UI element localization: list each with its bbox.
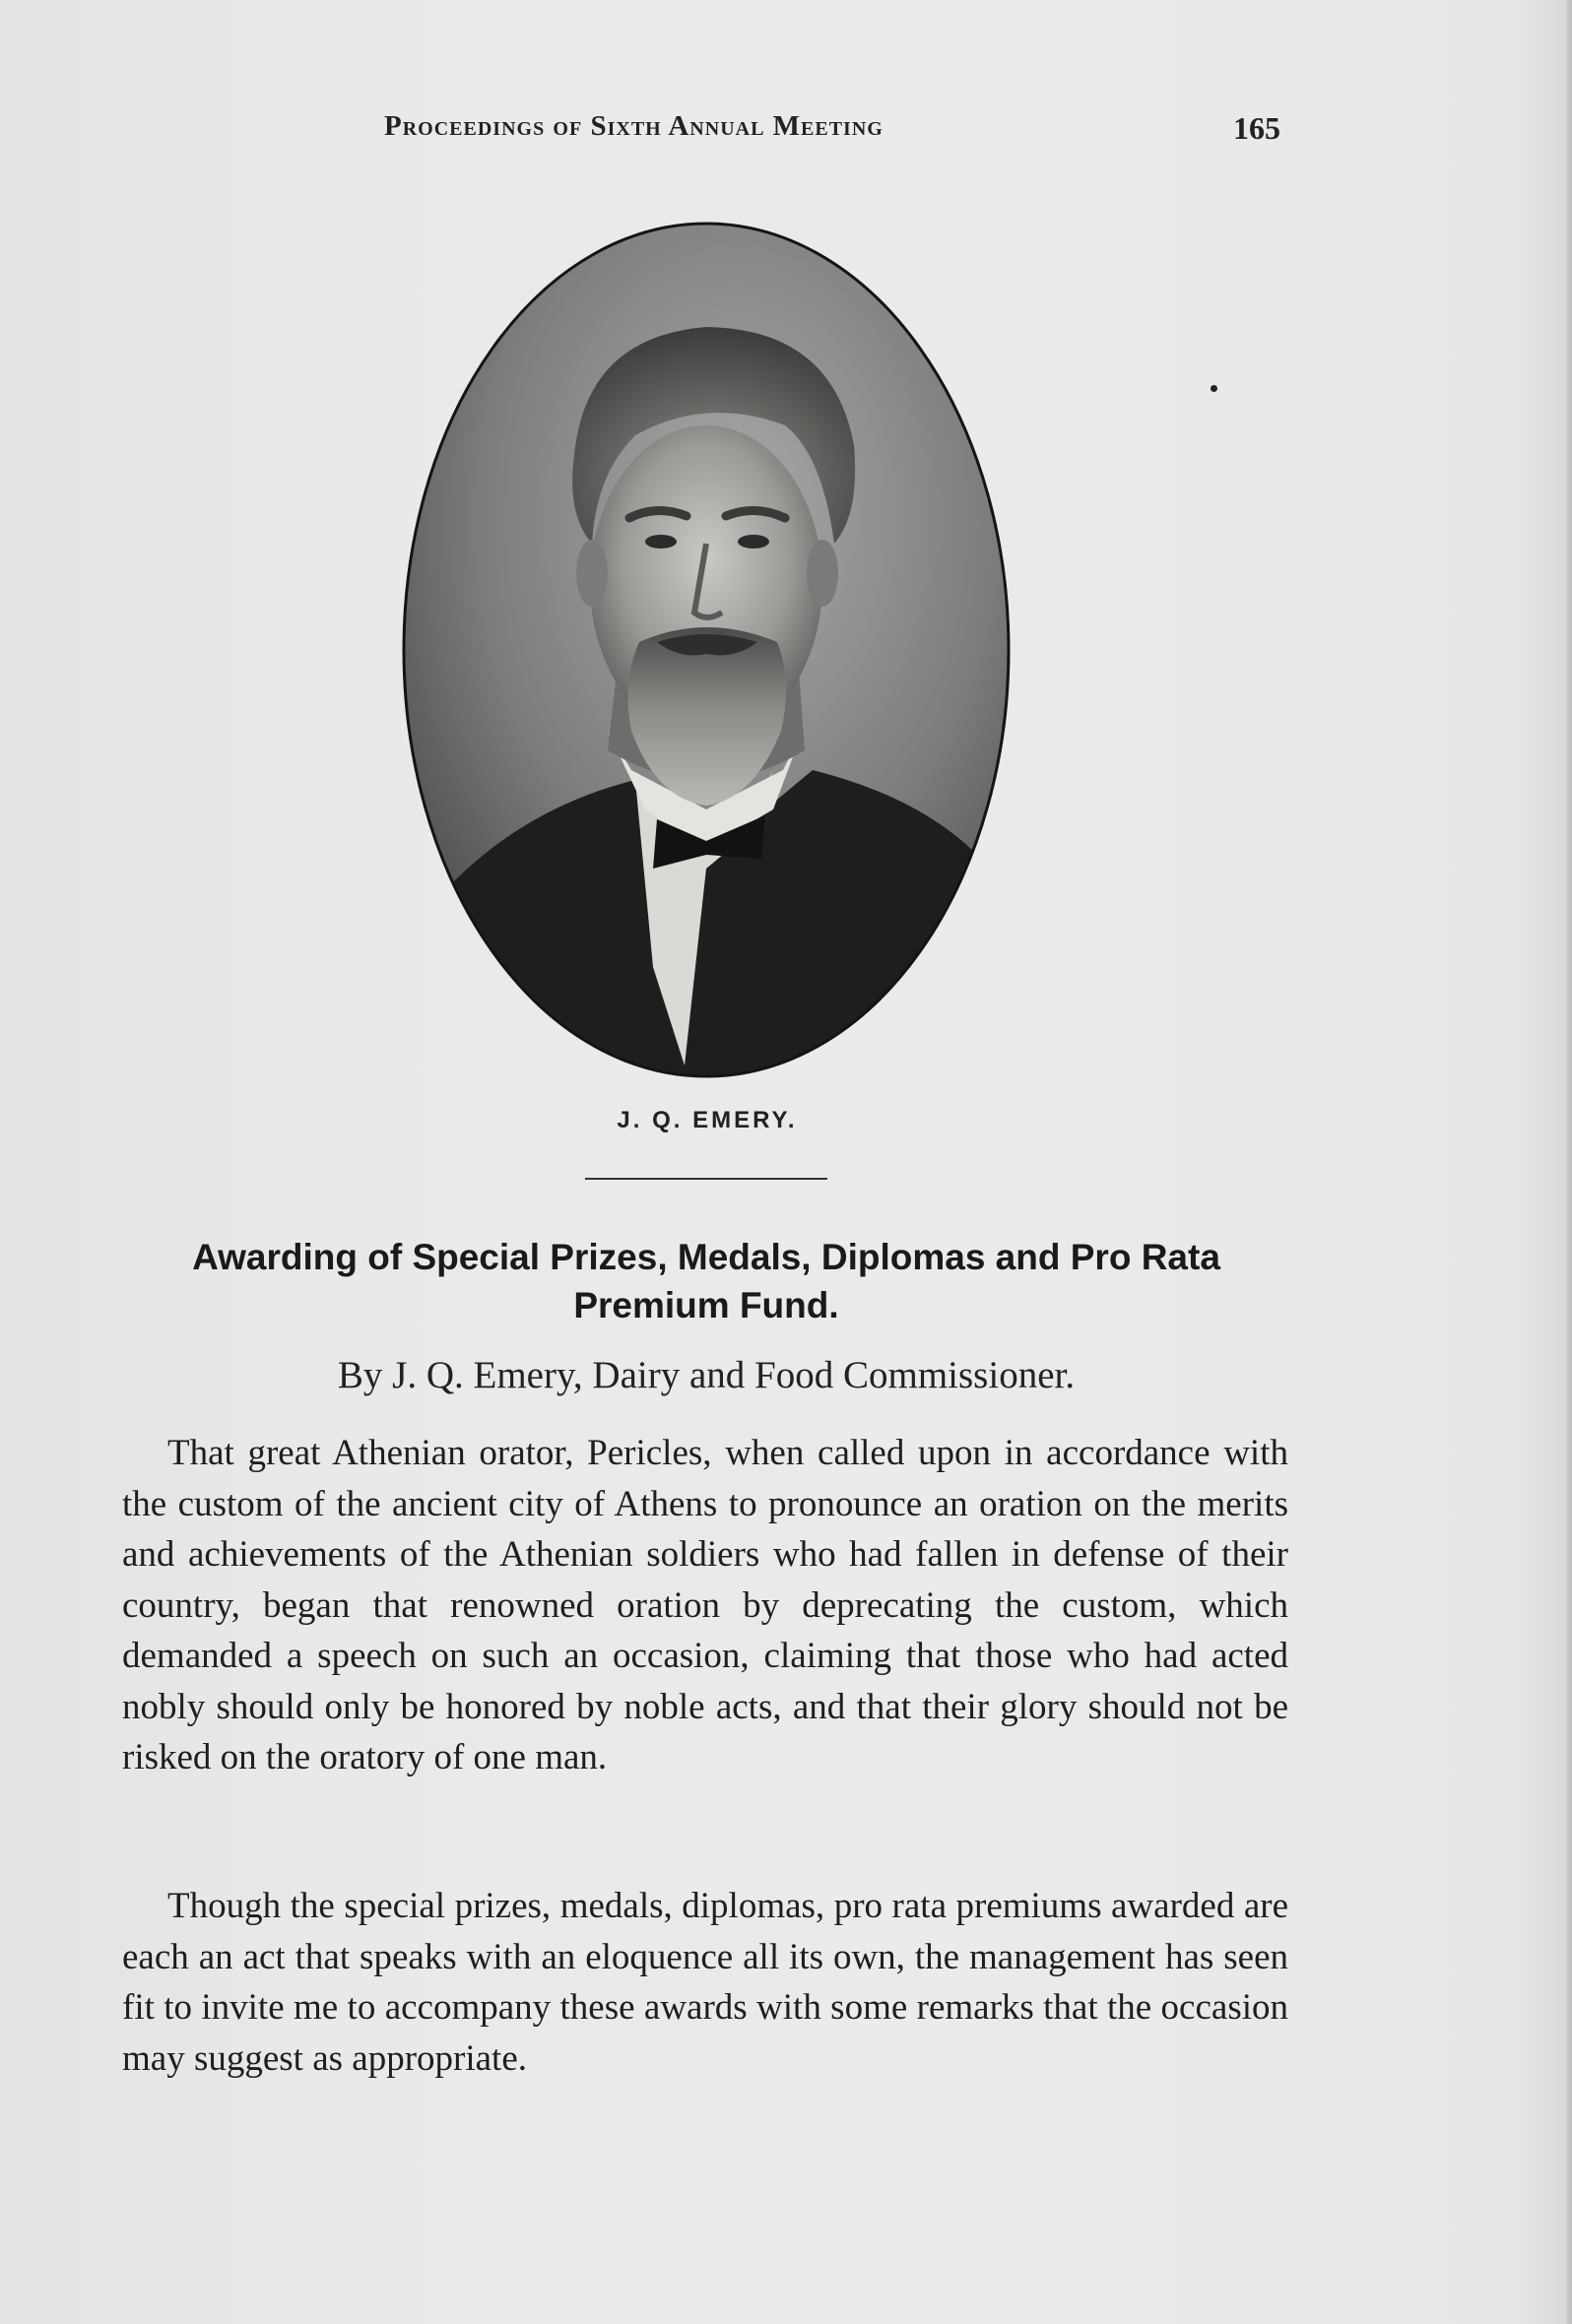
portrait-caption: J. Q. EMERY. — [617, 1107, 798, 1133]
body-paragraph: Though the special prizes, medals, diplomas, pro rata premiums awarded are each an act that speaks with an eloquence all its own, the management has seen fit to invite me to accompany these awards with some remarks that the occasion may suggest as appropriate. — [122, 1886, 1288, 2079]
portrait-photo — [399, 219, 1014, 1081]
ink-speck — [1211, 385, 1217, 392]
page-edge — [1566, 0, 1572, 2324]
article-byline: By J. Q. Emery, Dairy and Food Commissioner. — [337, 1354, 1076, 1396]
section-divider — [585, 1178, 827, 1180]
running-head: Proceedings of Sixth Annual Meeting — [384, 110, 884, 142]
article-title: Awarding of Special Prizes, Medals, Diplomas and Pro Rata Premium Fund. — [192, 1237, 1220, 1325]
body-paragraph: That great Athenian orator, Pericles, when called upon in accordance with the custom of the ancient city of Athens to pronounce an oration on the merits and achievements of the Athenian soldiers who had fallen in defense of their country, began that renowned oration by deprecating the custom, which demanded a speech on such an occasion, claiming that those who had acted nobly should only be honored by noble acts, and that their glory should not be risked on the oratory of one man. — [122, 1433, 1288, 1777]
page-number: 165 — [1233, 110, 1280, 146]
